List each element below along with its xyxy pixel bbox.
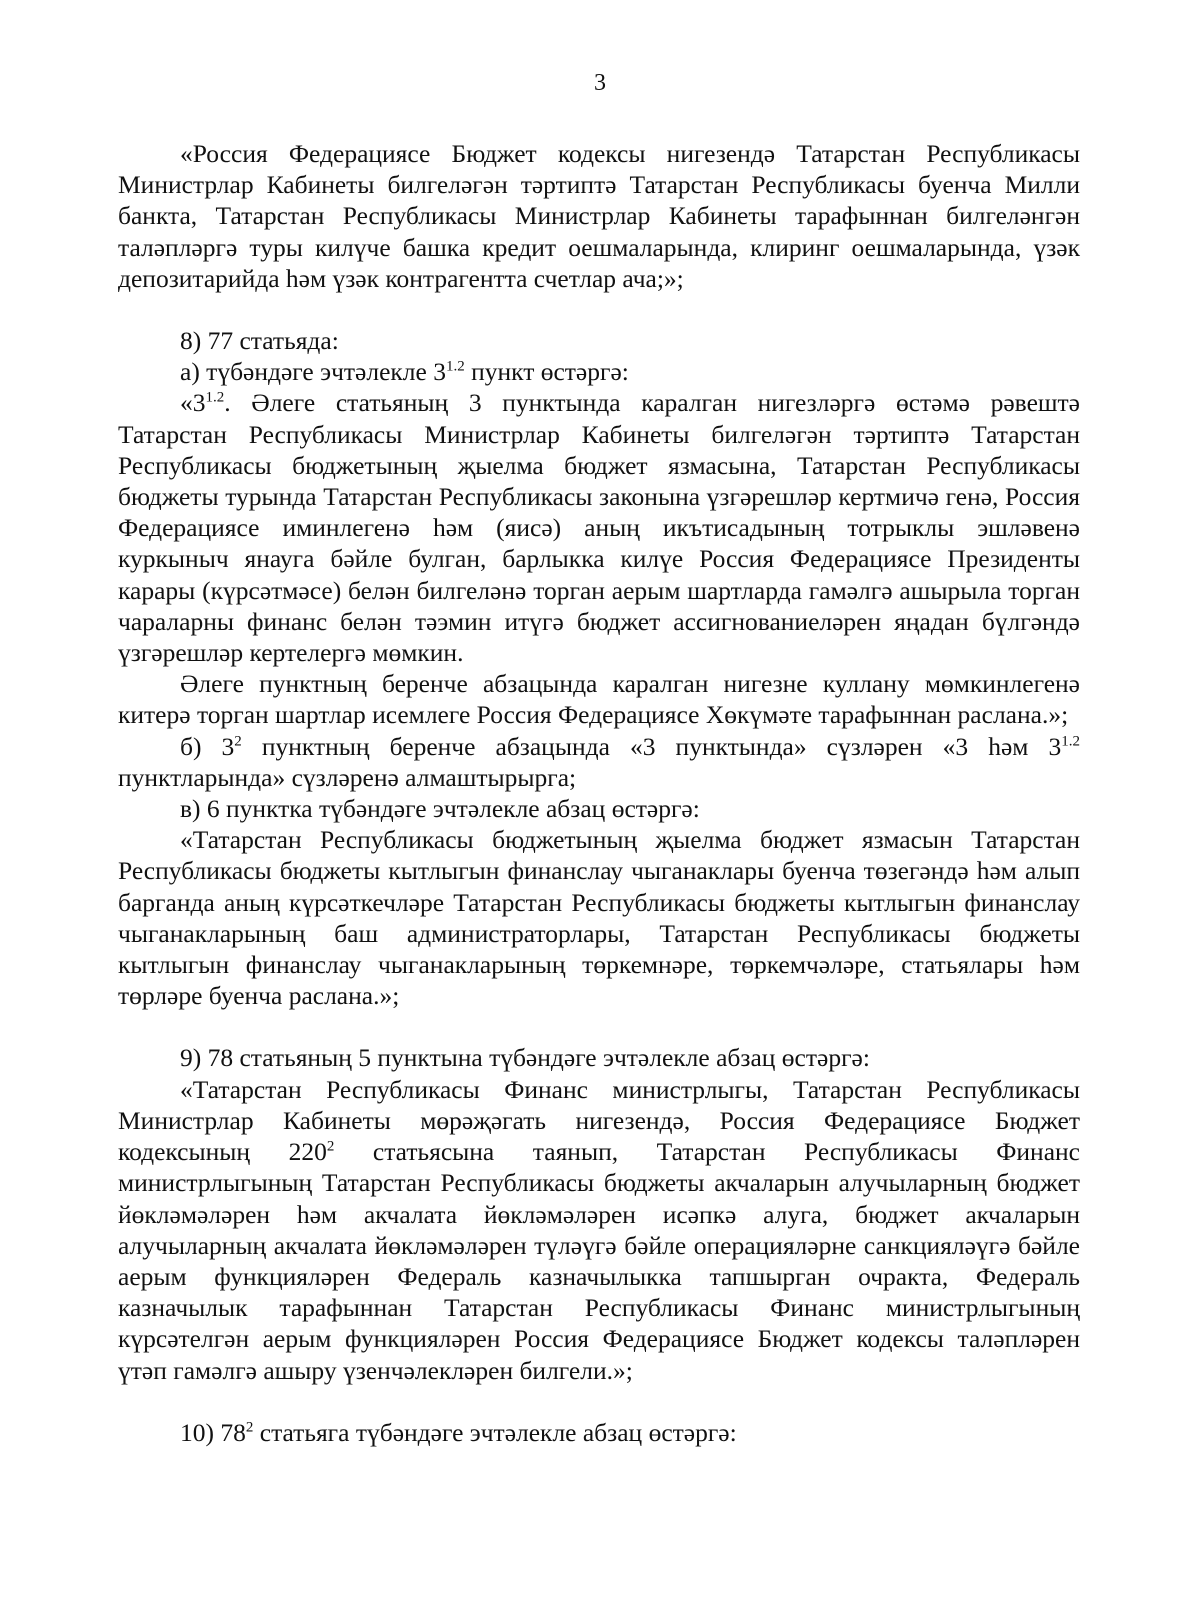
paragraph-item-8b: [118, 731, 1080, 793]
superscript: 2: [234, 733, 242, 750]
text-run: б) 3: [180, 731, 235, 761]
paragraph-treasury-functions: [118, 1074, 1080, 1386]
document-body: [118, 138, 1080, 1448]
paragraph-conditions-list: Әлеге пунктның беренче абзацында каралган нигезне куллану мөмкинлегенә китерә торган шартлар исемлеге Россия Федерациясе Хөкүмәте тарафыннан раслана.»;: [118, 669, 1080, 730]
paragraph-item-8v: в) 6 пунктка түбәндәге эчтәлекле абзац өстәргә:: [180, 794, 700, 824]
paragraph-item-9: 9) 78 статьяның 5 пунктына түбәндәге эчтәлекле абзац өстәргә:: [180, 1043, 870, 1073]
paragraph-gap: [118, 294, 1080, 325]
superscript: 1.2: [445, 358, 465, 375]
paragraph-item-10: [118, 1417, 1080, 1448]
superscript: 2: [326, 1138, 335, 1155]
page-number: 3: [594, 70, 606, 96]
paragraph-gap: [118, 1011, 1080, 1042]
paragraph-budget-listing: «Татарстан Республикасы бюджетының җыелма бюджет язмасын Татарстан Республикасы бюджеты кытлыгын финанслау чыганаклары буенча төзегәндә һәм алып барганда аның күрсәткечләре Татарстан Республикасы бюджеты кытлыгын финанслау чыганакларының баш администраторлары, Татарстан Республикасы бюджеты кытлыгын финанслау чыганакларының төркемнәре, төркемчәләре, статьялары һәм төрләре буенча раслана.»;: [118, 825, 1080, 1011]
text-run: 10) 78: [180, 1417, 246, 1447]
superscript: 1.2: [205, 389, 225, 406]
text-run: «Татарстан Республикасы Финанс министрлыгы, Татарстан Республикасы Министрлар Кабинеты мөрәҗәгать нигезендә, Россия Федерациясе Бюджет кодексының 220: [118, 1074, 1080, 1167]
paragraph-item-8a: [118, 356, 1080, 387]
text-run: пункт өстәргә:: [464, 357, 629, 387]
text-run: «3: [180, 388, 206, 418]
text-run: пунктларында» сүзләренә алмаштырырга;: [118, 762, 577, 792]
text-run: пунктның беренче абзацында «3 пунктында» сүзләрен «3 һәм 3: [241, 731, 1062, 761]
superscript: 2: [245, 1419, 254, 1436]
paragraph-gap: [118, 1386, 1080, 1417]
text-run: статьясына таянып, Татарстан Республикасы Финанс министрлыгының Татарстан Республикасы бюджеты акчаларын алучыларның бюджет йөкләмәләрен һәм акчалата йөкләмәләрен исәпкә алуга, бюджет акчаларын алучыларның акчалата йөкләмәләрен түләүгә бәйле операцияләрне санкцияләүгә бәйле аерым функцияләрен Федераль казначылыкка тапшырган очракта, Федераль казначылык тарафыннан Татарстан Республикасы Финанс министрлыгының күрсәтелгән аерым функцияләрен Россия Федерациясе Бюджет кодексы таләпләрен үтәп гамәлгә ашыру үзенчәлекләрен билгели.»;: [118, 1137, 1080, 1385]
paragraph-point-3-1-2: [118, 387, 1080, 668]
paragraph-item-8: 8) 77 статьяда:: [180, 326, 339, 356]
superscript: 1.2: [1061, 733, 1081, 750]
text-run: статьяга түбәндәге эчтәлекле абзац өстәргә:: [253, 1417, 737, 1447]
paragraph-account-opening: «Россия Федерациясе Бюджет кодексы нигезендә Татарстан Республикасы Министрлар Кабинеты билгеләгән тәртиптә Татарстан Республикасы буенча Милли банкта, Татарстан Республикасы Министрлар Кабинеты тарафыннан билгеләнгән таләпләргә туры килүче башка кредит оешмаларында, клиринг оешмаларында, үзәк депозитарийда һәм үзәк контрагентта счетлар ача;»;: [118, 139, 1080, 293]
text-run: а) түбәндәге эчтәлекле 3: [180, 357, 446, 387]
text-run: . Әлеге статьяның 3 пунктында каралган нигезләргә өстәмә рәвештә Татарстан Республикасы Министрлар Кабинеты билгеләгән тәртиптә Татарстан Республикасы бюджетының җыелма бюджет язмасына, Татарстан Республикасы бюджеты турында Татарстан Республикасы законына үзгәрешләр кертмичә генә, Россия Федерациясе иминлегенә һәм (яисә) аның икътисадының тотрыклы эшләвенә куркыныч янауга бәйле булган, барлыкка килүе Россия Федерациясе Президенты карары (күрсәтмәсе) белән билгеләнә торган аерым шартларда гамәлгә ашырыла торган чараларны финанс белән тәэмин итүгә бюджет ассигнованиеләрен яңадан бүлгәндә үзгәрешләр кертелергә мөмкин.: [118, 388, 1080, 668]
